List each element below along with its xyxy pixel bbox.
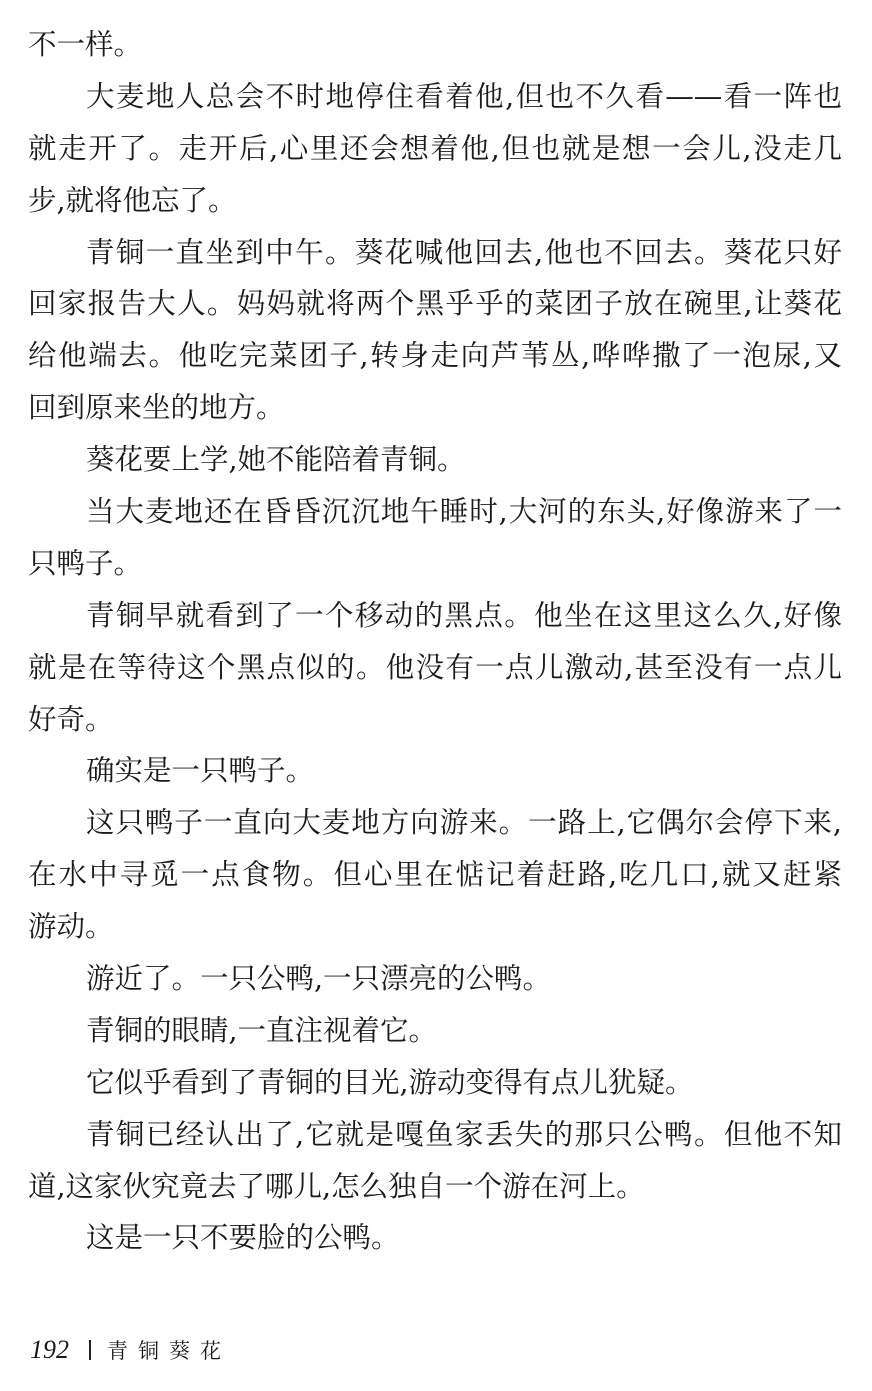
text-line: 这只鸭子一直向大麦地方向游来。一路上,它偶尔会停下来, — [86, 806, 842, 840]
text-line: 只鸭子。 — [28, 546, 143, 580]
text-line: 青铜一直坐到中午。葵花喊他回去,他也不回去。葵花只好 — [86, 235, 842, 269]
text-line: 确实是一只鸭子。 — [86, 754, 315, 788]
book-title: 青铜葵花 — [107, 1339, 231, 1363]
text-line: 给他端去。他吃完菜团子,转身走向芦苇丛,哗哗撒了一泡尿,又 — [28, 339, 842, 373]
text-line: 青铜的眼睛,一直注视着它。 — [86, 1013, 438, 1047]
text-line: 它似乎看到了青铜的目光,游动变得有点儿犹疑。 — [86, 1065, 694, 1099]
body-text — [28, 19, 842, 1264]
text-line: 游近了。一只公鸭,一只漂亮的公鸭。 — [86, 962, 552, 996]
text-line: 当大麦地还在昏昏沉沉地午睡时,大河的东头,好像游来了一 — [86, 495, 842, 529]
text-line: 好奇。 — [28, 702, 114, 736]
text-line: 回家报告大人。妈妈就将两个黑乎乎的菜团子放在碗里,让葵花 — [28, 287, 842, 321]
text-line: 青铜早就看到了一个移动的黑点。他坐在这里这么久,好像 — [86, 598, 842, 632]
text-line: 游动。 — [28, 910, 114, 944]
page-number: 192 — [30, 1335, 69, 1364]
text-line: 道,这家伙究竟去了哪儿,怎么独自一个游在河上。 — [28, 1169, 645, 1203]
text-line: 不一样。 — [28, 28, 143, 61]
text-line: 青铜已经认出了,它就是嘎鱼家丢失的那只公鸭。但他不知 — [86, 1117, 842, 1151]
text-line: 步,就将他忘了。 — [28, 183, 237, 217]
text-line: 回到原来坐的地方。 — [28, 391, 285, 425]
text-line: 大麦地人总会不时地停住看着他,但也不久看——看一阵也 — [86, 79, 842, 113]
footer-divider — [89, 1340, 91, 1360]
text-line: 就走开了。走开后,心里还会想着他,但也就是想一会儿,没走几 — [28, 131, 842, 165]
text-line: 这是一只不要脸的公鸭。 — [86, 1221, 400, 1255]
text-line: 就是在等待这个黑点似的。他没有一点儿激动,甚至没有一点儿 — [28, 650, 842, 684]
page-footer — [30, 1332, 231, 1368]
text-line: 葵花要上学,她不能陪着青铜。 — [86, 443, 466, 477]
text-line: 在水中寻觅一点食物。但心里在惦记着赶路,吃几口,就又赶紧 — [28, 858, 842, 892]
